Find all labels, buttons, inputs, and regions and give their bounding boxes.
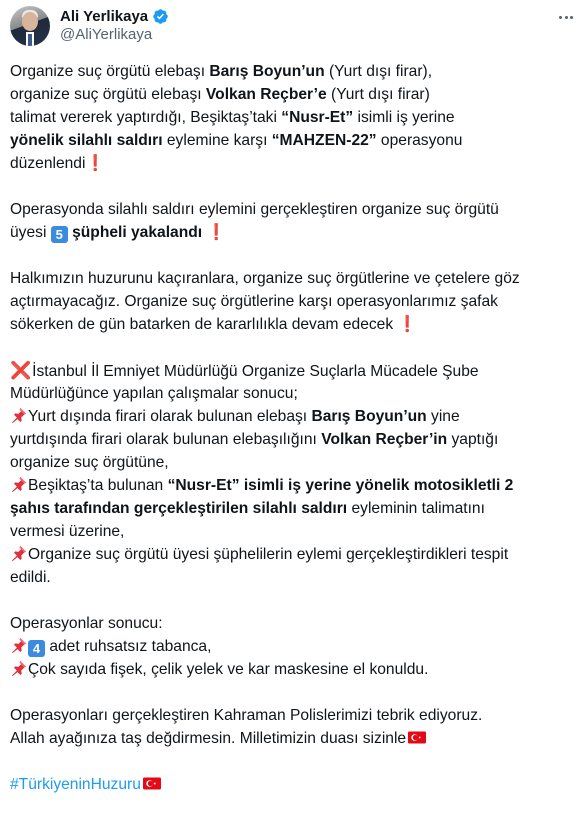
- text-bold: şahıs tarafından gerçekleştirilen silahlı saldırı: [10, 500, 348, 517]
- text: Operasyonlar sonucu:: [10, 615, 163, 632]
- avatar[interactable]: [10, 6, 50, 46]
- text: talimat vererek yaptırdığı, Beşiktaş’taki: [10, 109, 282, 126]
- paragraph-statement: [10, 267, 576, 336]
- paragraph-operation: [10, 60, 576, 175]
- text: açtırmayacağız. Organize suç örgütlerine karşı operasyonlarımız şafak: [10, 293, 498, 310]
- turkey-flag-icon: [408, 731, 426, 744]
- text-bold: Volkan Reçber’in: [321, 431, 448, 448]
- text: operasyonu: [376, 132, 463, 149]
- text: (Yurt dışı firar),: [324, 63, 433, 80]
- exclamation-icon: ❗: [85, 155, 105, 172]
- tweet-text: [10, 60, 576, 796]
- text: Operasyonları gerçekleştiren Kahraman Polislerimizi tebrik ediyoruz.: [10, 707, 483, 724]
- text: yurtdışında firari olarak bulunan elebaşılığını: [10, 431, 322, 448]
- text: Beşiktaş’ta bulunan: [28, 477, 168, 494]
- pushpin-icon: [10, 637, 27, 654]
- turkey-flag-icon: [143, 777, 161, 790]
- text: üyesi: [10, 224, 51, 241]
- text: yine: [426, 408, 460, 425]
- paragraph-details: [10, 359, 576, 589]
- text: İstanbul İl Emniyet Müdürlüğü Organize Suçlarla Mücadele Şube: [32, 363, 479, 380]
- cross-mark-icon: ❌: [10, 361, 32, 380]
- text: eylemine karşı: [162, 132, 272, 149]
- text: Yurt dışında firari olarak bulunan elebaşı: [28, 408, 312, 425]
- paragraph-results: [10, 612, 576, 681]
- pushpin-icon: [10, 407, 27, 424]
- text: Organize suç örgütü üyesi şüphelilerin eylemi gerçekleştirdikleri tespit: [28, 546, 509, 563]
- author-handle[interactable]: @AliYerlikaya: [60, 26, 153, 43]
- hashtag-link[interactable]: #TürkiyeninHuzuru: [10, 776, 141, 793]
- text: organize suç örgütüne,: [10, 454, 169, 471]
- text: Operasyonda silahlı saldırı eylemini gerçekleştiren organize suç örgütü: [10, 201, 499, 218]
- text: organize suç örgütü elebaşı: [10, 86, 206, 103]
- pushpin-icon: [10, 476, 27, 493]
- exclamation-icon: ❗: [206, 224, 226, 241]
- text: adet ruhsatsız tabanca,: [45, 638, 212, 655]
- keycap-number-icon: 4: [28, 640, 45, 657]
- verified-badge-icon: [152, 8, 169, 25]
- text: yaptığı: [447, 431, 499, 448]
- text: (Yurt dışı firar): [326, 86, 430, 103]
- text-bold: şüpheli yakalandı: [72, 224, 203, 241]
- text-bold: Barış Boyun’un: [311, 408, 427, 425]
- text: Allah ayağınıza taş değdirmesin. Milletimizin duası sizinle: [10, 730, 407, 747]
- text: sökerken de gün batarken de kararlılıkla devam edecek: [10, 316, 394, 333]
- text-bold: “Nusr-Et”: [281, 109, 354, 126]
- tweet-header: [10, 6, 576, 46]
- text: Çok sayıda fişek, çelik yelek ve kar maskesine el konuldu.: [28, 661, 429, 678]
- text: Organize suç örgütü elebaşı: [10, 63, 210, 80]
- text: vermesi üzerine,: [10, 523, 125, 540]
- exclamation-icon: ❗: [397, 316, 417, 333]
- text: isimli iş yerine: [353, 109, 455, 126]
- text-bold: “MAHZEN-22”: [271, 132, 377, 149]
- display-name[interactable]: Ali Yerlikaya: [60, 7, 149, 25]
- text-bold: yönelik silahlı saldırı: [10, 132, 163, 149]
- more-options-button[interactable]: [556, 8, 576, 26]
- paragraph-congrats: [10, 704, 576, 750]
- text: düzenlendi: [10, 155, 86, 172]
- paragraph-arrests: [10, 198, 576, 244]
- text-bold: Barış Boyun’un: [209, 63, 325, 80]
- text: eyleminin talimatını: [347, 500, 485, 517]
- text: edildi.: [10, 569, 51, 586]
- keycap-number-icon: 5: [51, 226, 68, 243]
- author-name-row: [60, 6, 169, 26]
- text-bold: Volkan Reçber’e: [205, 86, 327, 103]
- pushpin-icon: [10, 545, 27, 562]
- pushpin-icon: [10, 660, 27, 677]
- hashtag-line: [10, 773, 576, 796]
- text: Halkımızın huzurunu kaçıranlara, organize suç örgütlerine ve çetelere göz: [10, 270, 520, 287]
- text-bold: “Nusr-Et” isimli iş yerine yönelik motosikletli 2: [167, 477, 514, 494]
- text: Müdürlüğünce yapılan çalışmalar sonucu;: [10, 385, 298, 402]
